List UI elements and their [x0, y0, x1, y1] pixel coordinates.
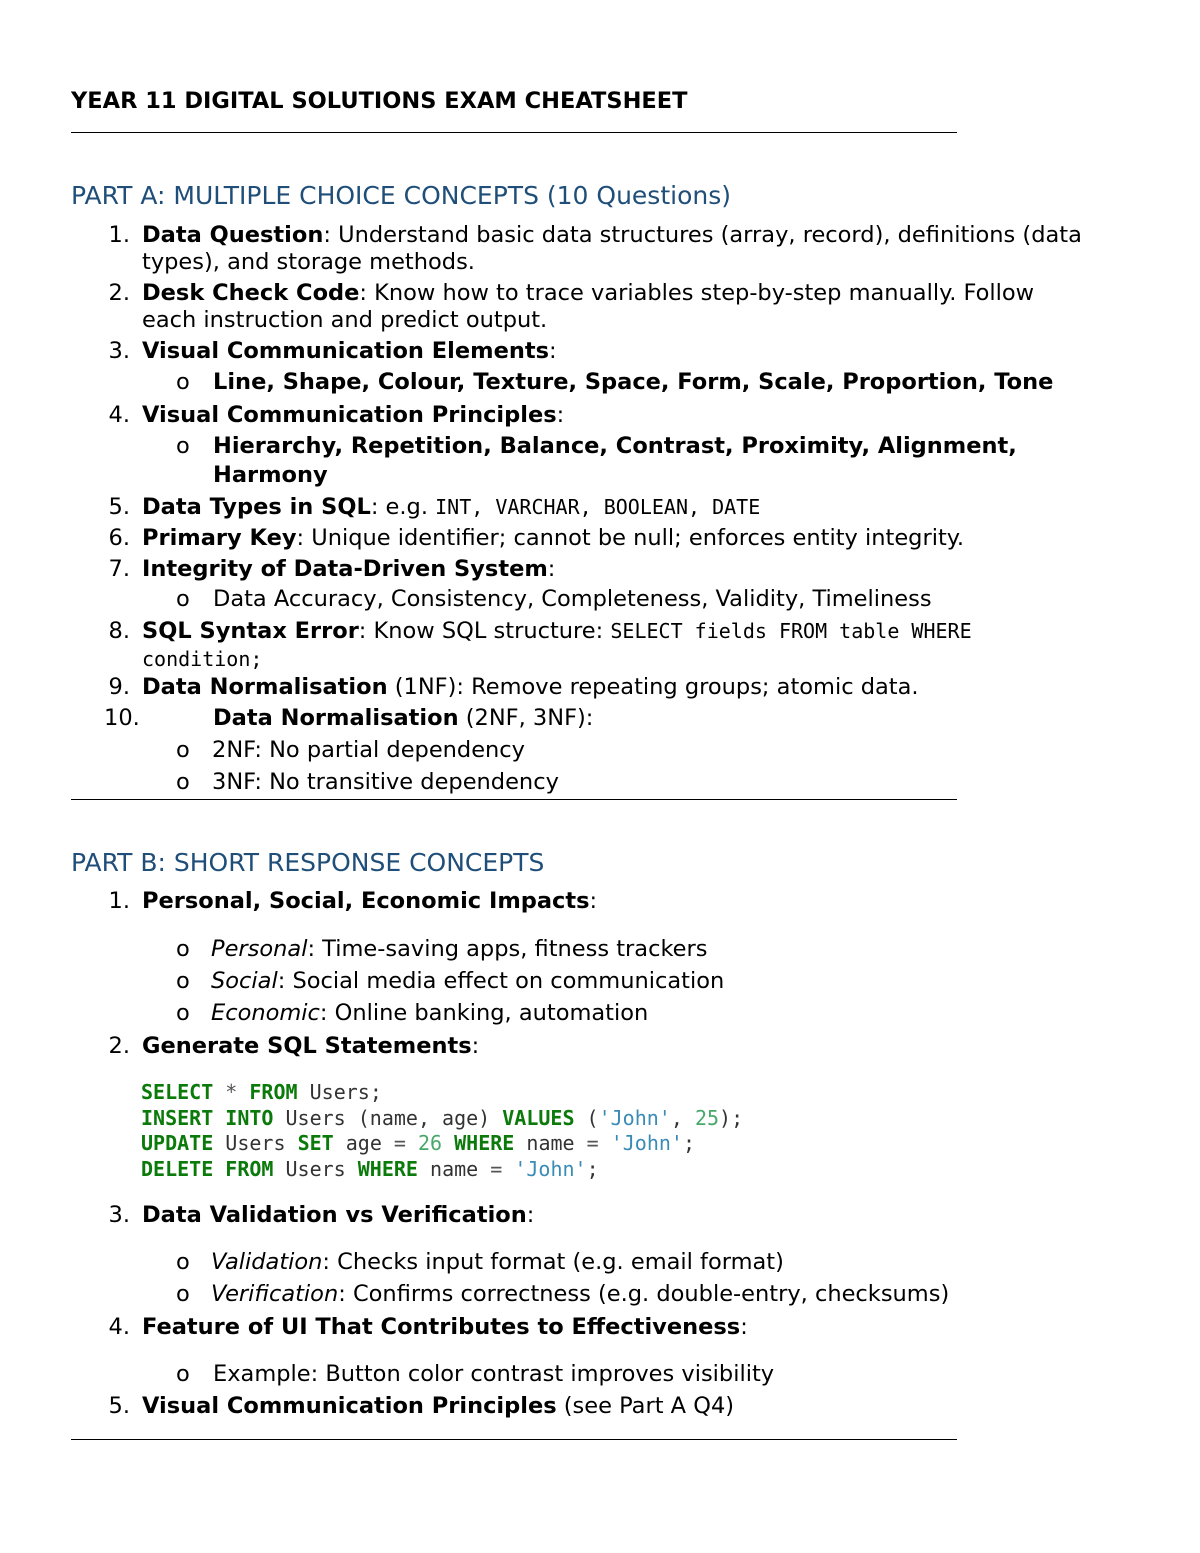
code-line: UPDATE Users SET age = 26 WHERE name = 'John';	[141, 1131, 696, 1155]
code-block	[141, 1080, 743, 1182]
list-item-continued: types), and storage methods.	[142, 249, 475, 275]
list-item: SQL Syntax Error: Know SQL structure: SELECT fields FROM table WHERE	[142, 618, 972, 644]
sub-item: Line, Shape, Colour, Texture, Space, Form, Scale, Proportion, Tone	[213, 369, 1054, 395]
sub-item: Social: Social media effect on communication	[211, 968, 725, 994]
list-number: 5.	[108, 494, 130, 520]
sub-item: Validation: Checks input format (e.g. email format)	[211, 1249, 784, 1275]
sub-item: Economic: Online banking, automation	[211, 1000, 649, 1026]
list-item: Integrity of Data-Driven System:	[142, 556, 556, 582]
divider	[71, 799, 957, 800]
list-item: Generate SQL Statements:	[142, 1033, 480, 1059]
list-item: Data Normalisation (1NF): Remove repeating groups; atomic data.	[142, 674, 919, 700]
list-item: Desk Check Code: Know how to trace variables step-by-step manually. Follow	[142, 280, 1035, 306]
bullet-icon: o	[176, 1000, 190, 1026]
code-line: SELECT * FROM Users;	[141, 1080, 382, 1104]
bullet-icon: o	[176, 737, 190, 763]
bullet-icon: o	[176, 968, 190, 994]
list-item: Primary Key: Unique identifier; cannot be null; enforces entity integrity.	[142, 525, 965, 551]
part-b-heading: PART B: SHORT RESPONSE CONCEPTS	[71, 848, 545, 877]
list-number: 1.	[108, 888, 130, 914]
list-number: 1.	[108, 222, 130, 248]
bullet-icon: o	[176, 1249, 190, 1275]
list-item-continued: condition;	[142, 647, 263, 671]
list-number: 8.	[108, 618, 130, 644]
bullet-icon: o	[176, 1281, 190, 1307]
list-number: 2.	[108, 280, 130, 306]
code-line: DELETE FROM Users WHERE name = 'John';	[141, 1156, 599, 1181]
list-item: Visual Communication Principles:	[142, 402, 565, 428]
sub-item: Example: Button color contrast improves visibility	[213, 1361, 775, 1387]
divider	[71, 132, 957, 133]
list-item: Data Question: Understand basic data structures (array, record), definitions (data	[142, 222, 1082, 248]
list-number: 4.	[108, 1314, 130, 1340]
bullet-icon: o	[176, 1361, 190, 1387]
list-number: 5.	[108, 1393, 130, 1419]
code-line: INSERT INTO Users (name, age) VALUES ('John', 25);	[141, 1105, 744, 1130]
list-number: 3.	[108, 338, 130, 364]
list-number: 7.	[108, 556, 130, 582]
bullet-icon: o	[176, 369, 190, 395]
sub-item: Hierarchy, Repetition, Balance, Contrast, Proximity, Alignment,	[213, 433, 1017, 459]
list-number: 6.	[108, 525, 130, 551]
list-item: Data Normalisation (2NF, 3NF):	[213, 705, 594, 731]
bullet-icon: o	[176, 769, 190, 795]
list-item: Feature of UI That Contributes to Effectiveness:	[142, 1314, 748, 1340]
list-item: Visual Communication Elements:	[142, 338, 557, 364]
bullet-icon: o	[176, 936, 190, 962]
bullet-icon: o	[176, 586, 190, 612]
list-item: Visual Communication Principles (see Part A Q4)	[142, 1393, 735, 1419]
sub-item: Personal: Time-saving apps, fitness trackers	[211, 936, 708, 962]
list-number: 9.	[108, 674, 130, 700]
list-number: 4.	[108, 402, 130, 428]
sub-item: 3NF: No transitive dependency	[212, 769, 559, 795]
list-item: Personal, Social, Economic Impacts:	[142, 888, 598, 914]
bullet-icon: o	[176, 433, 190, 459]
part-a-heading: PART A: MULTIPLE CHOICE CONCEPTS (10 Questions)	[71, 181, 731, 210]
sub-item: 2NF: No partial dependency	[212, 737, 525, 763]
list-item: Data Validation vs Verification:	[142, 1202, 535, 1228]
page-title: YEAR 11 DIGITAL SOLUTIONS EXAM CHEATSHEET	[71, 88, 688, 114]
divider	[71, 1439, 957, 1440]
list-item-continued: each instruction and predict output.	[142, 307, 548, 333]
list-number: 2.	[108, 1033, 130, 1059]
sub-item: Data Accuracy, Consistency, Completeness, Validity, Timeliness	[213, 586, 932, 612]
sub-item: Verification: Confirms correctness (e.g. double-entry, checksums)	[211, 1281, 950, 1307]
list-item: Data Types in SQL: e.g. INT, VARCHAR, BOOLEAN, DATE	[142, 494, 761, 520]
list-number: 3.	[108, 1202, 130, 1228]
list-number: 10.	[104, 705, 140, 731]
sub-item-continued: Harmony	[213, 462, 328, 488]
